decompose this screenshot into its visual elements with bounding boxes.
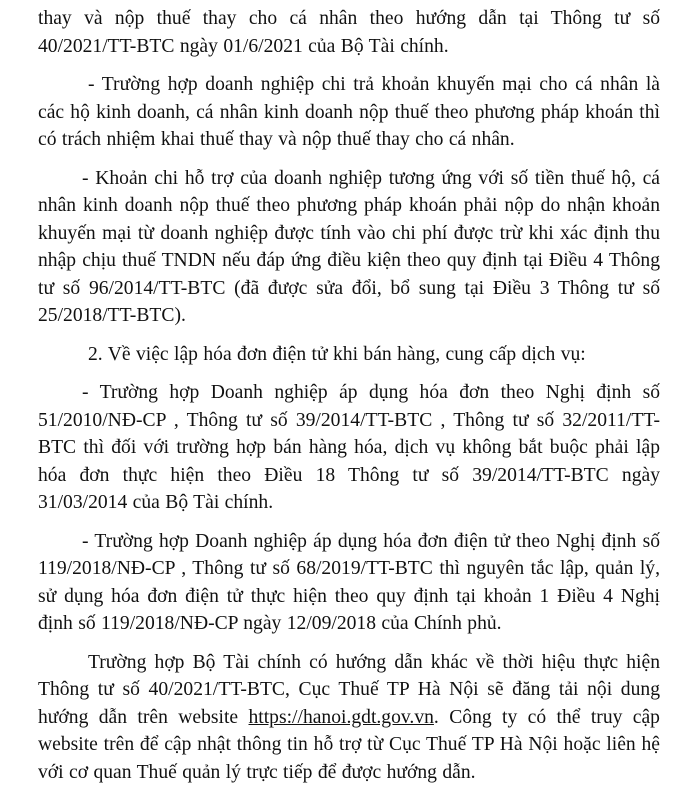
website-link[interactable]: https://hanoi.gdt.gov.vn xyxy=(249,707,434,728)
paragraph-continuation: thay và nộp thuế thay cho cá nhân theo hướng dẫn tại Thông tư số 40/2021/TT-BTC ngày 01/6/2021 của Bộ Tài chính. xyxy=(38,5,660,60)
paragraph-support-expense: - Khoản chi hỗ trợ của doanh nghiệp tương ứng với số tiền thuế hộ, cá nhân kinh doanh nộp thuế theo phương pháp khoán phải nộp do nhận khoản khuyến mại từ doanh nghiệp được tính vào chi phí được trừ khi xác định thu nhập chịu thuế TNDN nếu đáp ứng điều kiện theo quy định tại Điều 4 Thông tư số 96/2014/TT-BTC (đã được sửa đổi, bổ sung tại Điều 3 Thông tư số 25/2018/TT-BTC). xyxy=(38,165,660,330)
closing-text-after-link: . Công ty có thể truy cập website trên để cập nhật thông tin hỗ trợ từ Cục Thuế TP Hà Nội hoặc liên hệ với cơ quan Thuế quản lý trực tiếp để được hướng dẫn. xyxy=(38,707,660,783)
document-body xyxy=(38,5,660,786)
paragraph-invoice-decree-119: - Trường hợp Doanh nghiệp áp dụng hóa đơn điện tử theo Nghị định số 119/2018/NĐ-CP , Thông tư số 68/2019/TT-BTC thì nguyên tắc lập, quản lý, sử dụng hóa đơn điện tử thực hiện theo quy định tại khoản 1 Điều 4 Nghị định số 119/2018/NĐ-CP ngày 12/09/2018 của Chính phủ. xyxy=(38,528,660,638)
paragraph-promotion-payment: - Trường hợp doanh nghiệp chi trả khoản khuyến mại cho cá nhân là các hộ kinh doanh, cá nhân kinh doanh nộp thuế theo phương pháp khoán thì có trách nhiệm khai thuế thay và nộp thuế thay cho cá nhân. xyxy=(38,71,660,154)
closing-text-before-link: Trường hợp Bộ Tài chính có hướng dẫn khác về thời hiệu thực hiện Thông tư số 40/2021/TT-BTC, Cục Thuế TP Hà Nội sẽ đăng tải nội dung hướng dẫn trên website xyxy=(38,652,660,728)
section-heading-e-invoice: 2. Về việc lập hóa đơn điện tử khi bán hàng, cung cấp dịch vụ: xyxy=(38,341,660,369)
paragraph-invoice-decree-51: - Trường hợp Doanh nghiệp áp dụng hóa đơn theo Nghị định số 51/2010/NĐ-CP , Thông tư số 39/2014/TT-BTC , Thông tư số 32/2011/TT-BTC thì đối với trường hợp bán hàng hóa, dịch vụ không bắt buộc phải lập hóa đơn thực hiện theo Điều 18 Thông tư số 39/2014/TT-BTC ngày 31/03/2014 của Bộ Tài chính. xyxy=(38,379,660,517)
paragraph-closing-guidance xyxy=(38,649,660,786)
page-bottom-edge xyxy=(0,645,674,651)
